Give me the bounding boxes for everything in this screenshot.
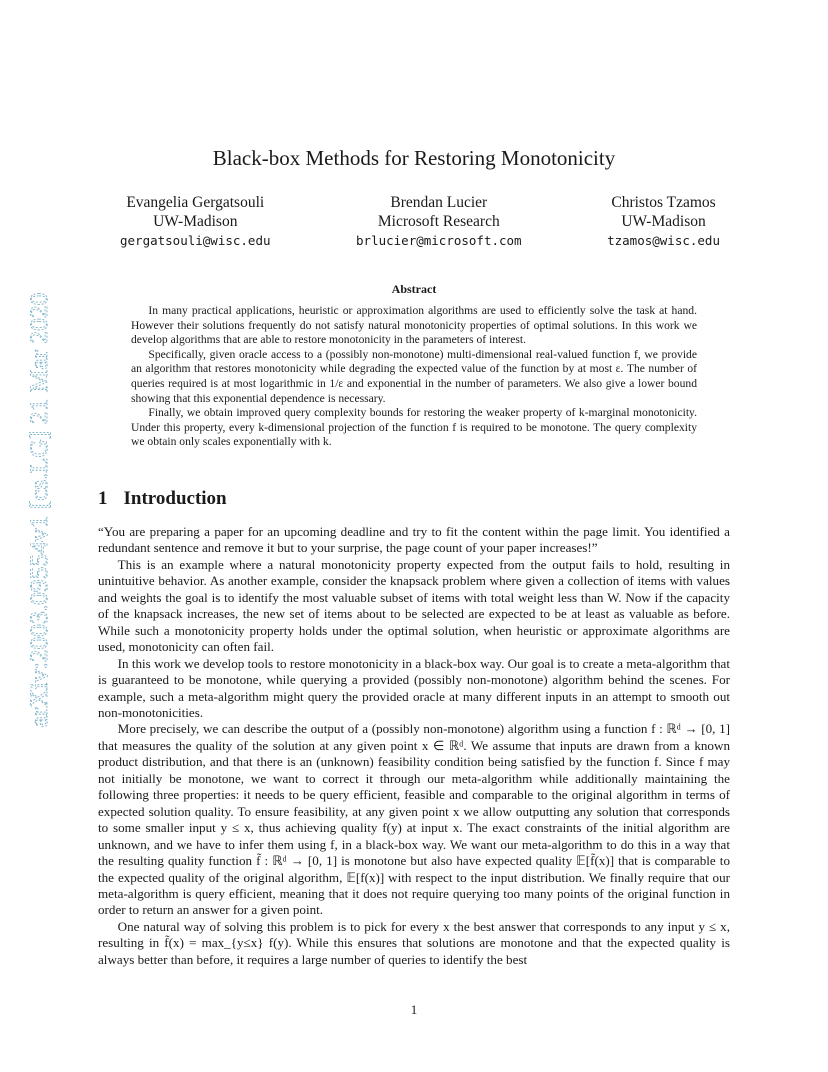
- author-3: [607, 193, 720, 250]
- author-email: tzamos@wisc.edu: [607, 233, 720, 248]
- abstract-paragraph: In many practical applications, heuristic or approximation algorithms are used to efficiently solve the task at hand. However their solutions frequently do not satisfy natural monotonicity properties of optimal solutions. In this work we develop algorithms that are able to restore monotonicity in the parameters of interest.: [131, 304, 697, 347]
- author-block: [120, 193, 720, 250]
- author-email: brlucier@microsoft.com: [356, 233, 522, 248]
- section-number: 1: [98, 488, 108, 509]
- abstract-paragraph: Specifically, given oracle access to a (possibly non-monotone) multi-dimensional real-valued function f, we provide an algorithm that restores monotonicity while degrading the expected value of the function by at most ε. The number of queries required is at most logarithmic in 1/ε and exponential in the number of parameters. We also give a lower bound showing that this exponential dependence is necessary.: [131, 347, 697, 405]
- author-name: Christos Tzamos: [611, 194, 716, 211]
- paper-title: Black-box Methods for Restoring Monotonicity: [212, 146, 616, 170]
- author-email: gergatsouli@wisc.edu: [120, 233, 271, 248]
- abstract-heading: Abstract: [391, 282, 437, 296]
- body-paragraph: This is an example where a natural monotonicity property expected from the output fails to hold, resulting in unintuitive behavior. As another example, consider the knapsack problem where given a collection of items with values and weights the goal is to identify the most valuable subset of items with total weight less than W. Now if the capacity of the knapsack increases, the new set of items about to be selected are expected to be at least as valuable as before. While such a monotonicity property holds under the optimal solution, when heuristic or approximate algorithms are used, monotonicity can often fail.: [98, 556, 730, 655]
- body-paragraph: One natural way of solving this problem is to pick for every x the best answer that corresponds to any input y ≤ x, resulting in f̃(x) = max_{y≤x} f(y). While this ensures that solutions are monotone and that the expected quality is always better than before, it requires a large number of queries to identify the best: [98, 918, 730, 967]
- section-heading: [98, 488, 227, 510]
- abstract-paragraph: Finally, we obtain improved query complexity bounds for restoring the weaker property of k-marginal monotonicity. Under this property, every k-dimensional projection of the function f is required to be monotone. The query complexity we obtain only scales exponentially with k.: [131, 406, 697, 449]
- author-1: [120, 193, 271, 250]
- author-name: Brendan Lucier: [390, 194, 488, 211]
- author-name: Evangelia Gergatsouli: [126, 194, 265, 211]
- arxiv-stamp: [18, 255, 58, 765]
- abstract-body: [131, 304, 697, 450]
- body-paragraph: “You are preparing a paper for an upcoming deadline and try to fit the content within the page limit. You identified a redundant sentence and remove it but to your surprise, the page count of your paper increases!”: [98, 524, 730, 556]
- author-affiliation: UW-Madison: [153, 213, 238, 230]
- arxiv-stamp-text: arXiv:2003.09554v1 [cs.LG] 21 Mar 2020: [24, 292, 53, 728]
- page-number: 1: [410, 1002, 418, 1017]
- author-affiliation: Microsoft Research: [377, 213, 500, 230]
- body-paragraph: In this work we develop tools to restore monotonicity in a black-box way. Our goal is to create a meta-algorithm that is guaranteed to be monotone, while querying a provided (possibly non-monotone) algorithm behind the scenes. For example, such a meta-algorithm might query the provided oracle at many different inputs in an attempt to smooth out non-monotonicities.: [98, 655, 730, 720]
- section-body: [98, 524, 730, 968]
- author-affiliation: UW-Madison: [621, 213, 706, 230]
- section-title: Introduction: [123, 488, 227, 509]
- body-paragraph: More precisely, we can describe the output of a (possibly non-monotone) algorithm using a function f : ℝᵈ → [0, 1] that measures the quality of the solution at any given point x ∈ ℝᵈ. We assume that inputs are drawn from a known product distribution, and that there is an (unknown) feasibility condition being satisfied by the function f. Since f may not initially be monotone, we want to correct it through our meta-algorithm while additionally maintaining the following three properties: it needs to be query efficient, feasible and comparable to the original algorithm in terms of expected solution quality. To ensure feasibility, at any given point x we allow outputting any solution that corresponds to some smaller input y ≤ x, thus achieving quality f(y) at input x. The exact constraints of the initial algorithm are unknown, and we have to infer them using f, in a black-box way. We want our meta-algorithm to do this in a way that the resulting quality function f̃ : ℝᵈ → [0, 1] is monotone but also have expected quality 𝔼[f̃(x)] that is comparable to the expected quality of the original algorithm, 𝔼[f(x)] with respect to the input distribution. We finally require that our meta-algorithm is query efficient, meaning that it does not require querying too many points of the original function in order to return an answer for a given point.: [98, 721, 730, 918]
- author-2: [356, 193, 522, 250]
